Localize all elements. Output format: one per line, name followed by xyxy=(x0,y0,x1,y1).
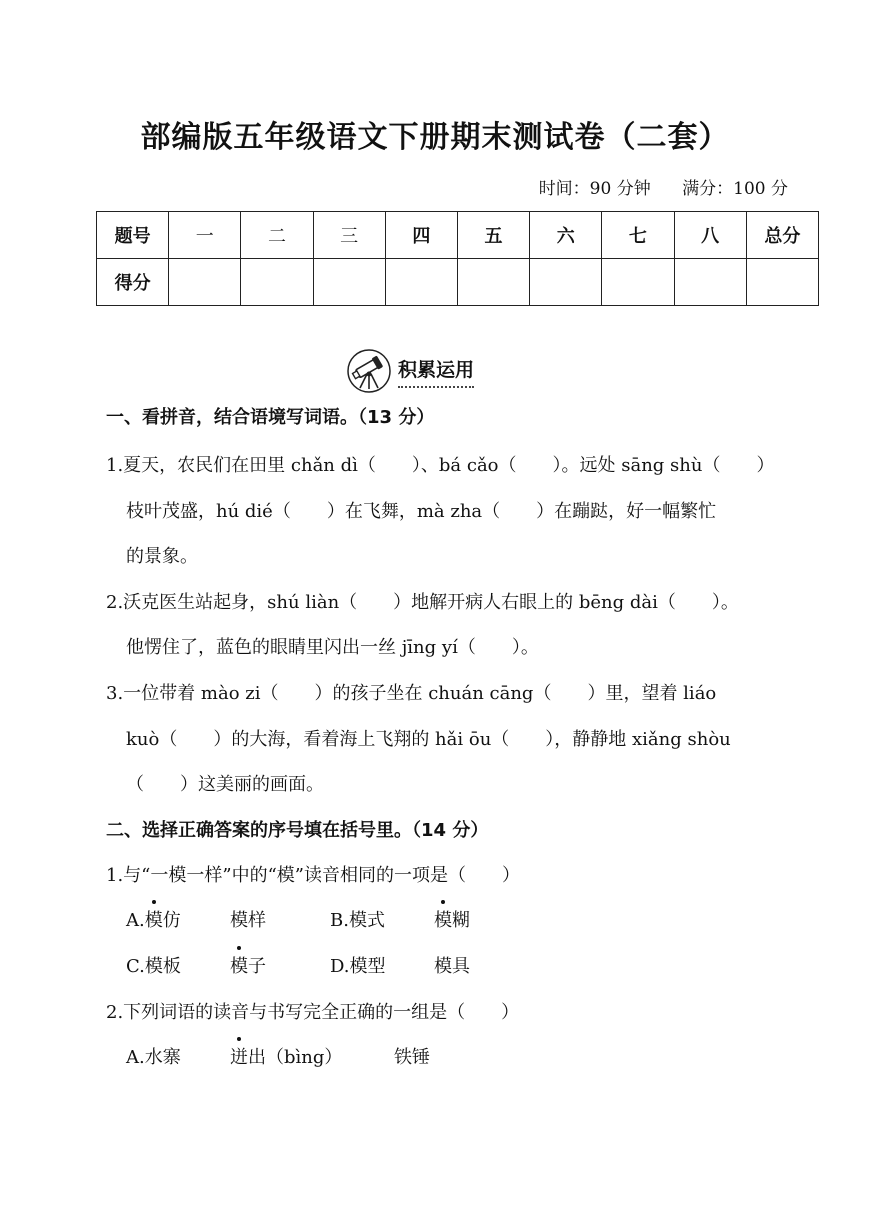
question-line: 他愣住了，蓝色的眼睛里闪出一丝 jīng yí（ ）。 xyxy=(126,637,539,658)
score-cell-empty[interactable] xyxy=(169,259,241,306)
exam-full-score: 满分：100 分 xyxy=(682,179,788,199)
score-cell-empty[interactable] xyxy=(602,259,674,306)
question-line: kuò（ ）的大海，看着海上飞翔的 hǎi ōu（ ），静静地 xiǎng shòu xyxy=(126,729,731,750)
score-cell-header: 六 xyxy=(530,212,602,259)
score-cell-header: 总分 xyxy=(746,212,818,259)
score-cell-empty[interactable] xyxy=(241,259,313,306)
score-cell-empty[interactable] xyxy=(313,259,385,306)
score-cell-header: 二 xyxy=(241,212,313,259)
question-stem: 2.下列词语的读音与书写完全正确的一组是（ ） xyxy=(106,1002,520,1023)
question-2-title: 二、选择正确答案的序号填在括号里。（14 分） xyxy=(106,820,489,841)
question-line: （ ）这美丽的画面。 xyxy=(126,774,324,795)
option-a-word3: 铁锤 xyxy=(394,1047,430,1068)
question-line: 枝叶茂盛，hú dié（ ）在飞舞，mà zha（ ）在蹦跶，好一幅繁忙 xyxy=(126,501,717,522)
question-stem: 1.与“一模一样”中的“模”读音相同的一项是（ ） xyxy=(106,865,520,886)
option-a[interactable]: A.模仿 xyxy=(126,906,181,932)
score-cell-header: 一 xyxy=(169,212,241,259)
score-cell-header: 八 xyxy=(674,212,746,259)
question-line: 的景象。 xyxy=(126,546,198,567)
score-cell-empty[interactable] xyxy=(746,259,818,306)
question-line: 2.沃克医生站起身，shú liàn（ ）地解开病人右眼上的 bēng dài（ ）。 xyxy=(106,592,739,613)
exam-time: 时间：90 分钟 xyxy=(538,179,651,199)
section-label: 积累运用 xyxy=(398,355,474,388)
option-a[interactable]: A.水寨 xyxy=(126,1047,181,1068)
score-cell-header: 五 xyxy=(457,212,529,259)
score-table-score-row xyxy=(97,259,819,306)
option-c-word2: 模子 xyxy=(230,952,266,978)
section-header xyxy=(346,347,474,395)
option-a-word2: 迸出（bìng） xyxy=(230,1043,342,1069)
score-cell-label: 题号 xyxy=(97,212,169,259)
option-b-word2: 模糊 xyxy=(434,906,470,932)
score-cell-empty[interactable] xyxy=(674,259,746,306)
score-cell-label: 得分 xyxy=(97,259,169,306)
question-line: 1.夏天，农民们在田里 chǎn dì（ ）、bá cǎo（ ）。远处 sāng shù（ ） xyxy=(106,455,775,476)
option-a-word2: 模样 xyxy=(230,910,266,931)
option-d[interactable]: D.模型 xyxy=(330,956,386,977)
exam-meta xyxy=(513,174,788,199)
page-title: 部编版五年级语文下册期末测试卷（二套） xyxy=(140,120,730,155)
question-line: 3.一位带着 mào zi（ ）的孩子坐在 chuán cāng（ ）里，望着 liáo xyxy=(106,683,717,704)
score-cell-empty[interactable] xyxy=(385,259,457,306)
option-d-word2: 模具 xyxy=(434,956,470,977)
score-cell-empty[interactable] xyxy=(457,259,529,306)
option-b[interactable]: B.模式 xyxy=(330,910,385,931)
question-1-title: 一、看拼音，结合语境写词语。（13 分） xyxy=(106,407,435,428)
score-cell-empty[interactable] xyxy=(530,259,602,306)
telescope-icon xyxy=(346,348,392,394)
score-table-header-row xyxy=(97,212,819,259)
option-c[interactable]: C.模板 xyxy=(126,956,181,977)
score-cell-header: 七 xyxy=(602,212,674,259)
score-table xyxy=(96,211,819,306)
score-cell-header: 四 xyxy=(385,212,457,259)
score-cell-header: 三 xyxy=(313,212,385,259)
